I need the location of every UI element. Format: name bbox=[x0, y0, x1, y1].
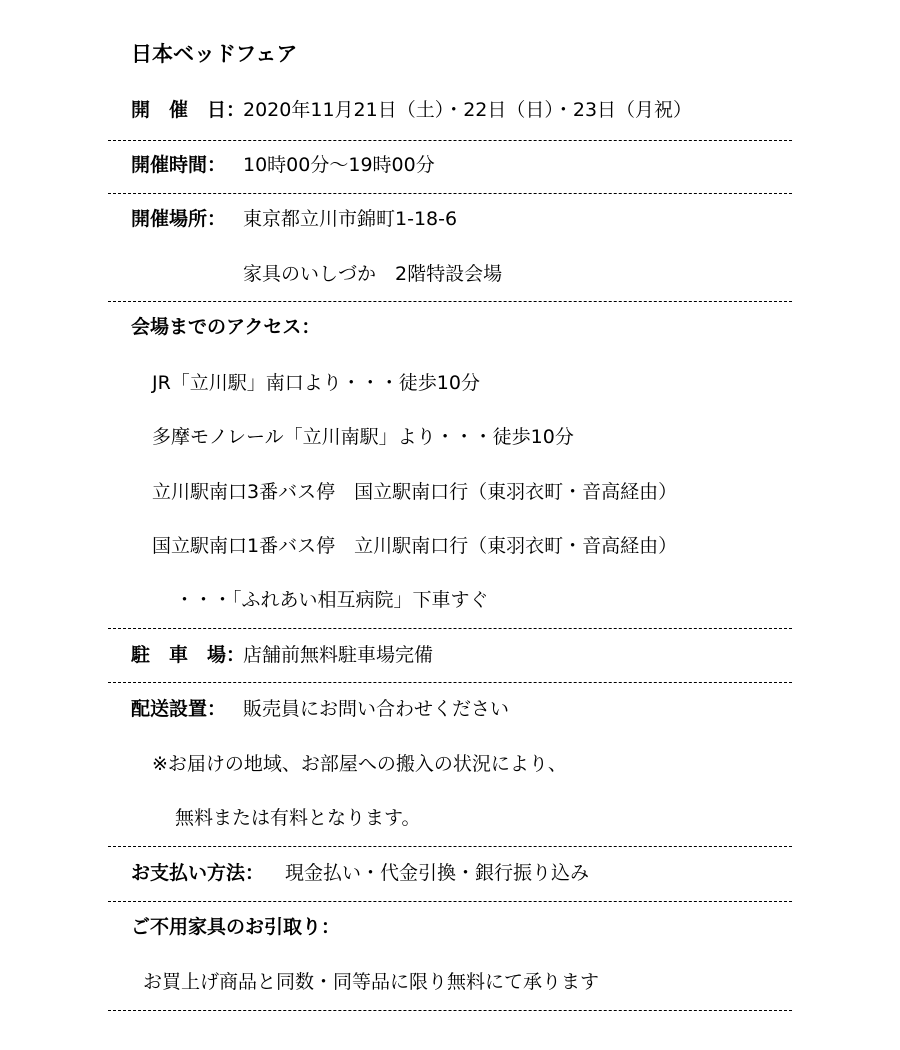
dates-label: 開 催 日： bbox=[131, 99, 246, 121]
divider bbox=[108, 1010, 792, 1011]
divider bbox=[108, 628, 792, 629]
delivery-note: ※お届けの地域、お部屋への搬入の状況により、 bbox=[152, 753, 567, 775]
access-line: 多摩モノレール「立川南駅」より・・・徒歩10分 bbox=[152, 426, 574, 448]
venue-label: 開催場所： bbox=[131, 208, 227, 230]
divider bbox=[108, 140, 792, 141]
divider bbox=[108, 901, 792, 902]
access-line: 立川駅南口3番バス停 国立駅南口行（東羽衣町・音高経由） bbox=[152, 481, 678, 503]
access-line: JR「立川駅」南口より・・・徒歩10分 bbox=[152, 372, 480, 394]
divider bbox=[108, 682, 792, 683]
pickup-value: お買上げ商品と同数・同等品に限り無料にて承ります bbox=[143, 971, 600, 993]
dates-value: 2020年11月21日（土）・22日（日）・23日（月祝） bbox=[243, 99, 693, 121]
delivery-note: 無料または有料となります。 bbox=[175, 807, 421, 829]
delivery-value: 販売員にお問い合わせください bbox=[243, 698, 510, 720]
delivery-label: 配送設置： bbox=[131, 698, 227, 720]
hours-value: 10時00分～19時00分 bbox=[243, 154, 435, 176]
access-label: 会場までのアクセス： bbox=[131, 316, 321, 338]
parking-value: 店舗前無料駐車場完備 bbox=[243, 644, 434, 666]
page-title: 日本ベッドフェア bbox=[131, 42, 298, 66]
payment-label: お支払い方法： bbox=[131, 862, 265, 884]
divider bbox=[108, 193, 792, 194]
pickup-label: ご不用家具のお引取り： bbox=[131, 916, 341, 938]
divider bbox=[108, 301, 792, 302]
parking-label: 駐 車 場： bbox=[131, 644, 246, 666]
payment-value: 現金払い・代金引換・銀行振り込み bbox=[285, 862, 590, 884]
divider bbox=[108, 846, 792, 847]
access-line: ・・・「ふれあい相互病院」下車すぐ bbox=[175, 589, 489, 611]
hours-label: 開催時間： bbox=[131, 154, 227, 176]
venue-place: 家具のいしづか 2階特設会場 bbox=[243, 263, 503, 285]
access-line: 国立駅南口1番バス停 立川駅南口行（東羽衣町・音高経由） bbox=[152, 535, 678, 557]
venue-address: 東京都立川市錦町1-18-6 bbox=[243, 208, 458, 230]
